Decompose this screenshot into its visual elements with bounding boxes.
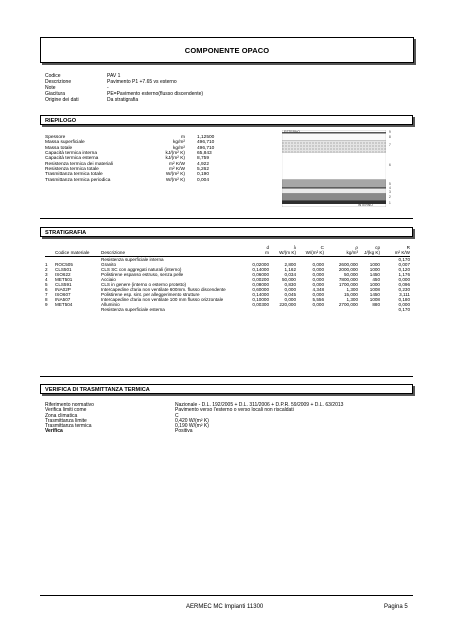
conductivity-cell: 2,800 — [284, 262, 296, 268]
thickness-cell: 0,14000 — [252, 267, 269, 273]
verifica-value: C — [175, 412, 179, 419]
layer-number-cell: 8 — [45, 297, 48, 303]
col-header-desc: Descrizione — [101, 250, 125, 256]
info-row — [45, 97, 203, 103]
summary-label: Massa totale — [45, 145, 73, 151]
specific-heat-cell: 1008 — [369, 297, 380, 303]
conductance-cell — [296, 307, 324, 312]
description-cell: Polistirene esp. sint. per alleggerimento strutture — [101, 292, 200, 298]
material-code-cell: ISO622 — [55, 272, 71, 278]
summary-value: 5,262 — [197, 167, 210, 173]
layer-number-cell: 3 — [45, 272, 48, 278]
resistance-cell: 0,007 — [398, 262, 410, 268]
specific-heat-cell: 1000 — [369, 262, 380, 268]
verifica-result: Positiva — [175, 428, 193, 435]
conductivity-cell: 220,000 — [279, 302, 296, 308]
layer-cls-generic — [282, 180, 386, 188]
section-divider — [40, 376, 413, 377]
material-code-cell: CLS591 — [55, 282, 72, 288]
thickness-cell: 0,60000 — [252, 287, 269, 293]
layer-number-cell: 7 — [45, 292, 48, 298]
info-value: PAV 1 — [107, 73, 121, 79]
page-title: COMPONENTE OPACO — [40, 37, 414, 63]
layer-number: 5 — [389, 182, 391, 186]
verifica-key: Trasmittanza limite — [45, 417, 87, 424]
verifica-value: Nazionale - D.L. 192/2005 + D.L. 311/2006 + D.P.R. 59/2009 + D.L. 63/2013 — [175, 402, 344, 408]
conductance-cell: 0,000 — [312, 292, 324, 298]
resistance-cell: 0,170 — [398, 307, 410, 313]
conductance-cell: 0,000 — [312, 277, 324, 283]
col-symbol: C — [320, 245, 324, 250]
col-unit: W/(m² K) — [305, 250, 324, 256]
diagram-label-bottom: INTERNO — [358, 203, 373, 207]
summary-unit: W/(m² K) — [165, 177, 185, 183]
summary-unit: m² K/W — [169, 167, 185, 173]
specific-heat-cell: 1450 — [369, 272, 380, 278]
summary-value: 65,843 — [197, 151, 212, 157]
density-cell: 2600,000 — [338, 262, 358, 268]
thickness-cell: 0,06000 — [252, 272, 269, 278]
description-cell: Acciaio — [101, 277, 116, 283]
verifica-key: Verifica limiti come — [45, 407, 87, 414]
conductivity-cell: 0,045 — [284, 292, 296, 298]
summary-label: Spessore — [45, 135, 66, 140]
material-code-cell — [55, 307, 101, 312]
specific-heat-cell: 1450 — [369, 292, 380, 298]
conductivity-cell: 0,000 — [284, 297, 296, 303]
conductivity-cell: 0,830 — [284, 282, 296, 288]
density-cell: 1700,000 — [338, 282, 358, 288]
material-code-cell: ROC505 — [55, 262, 73, 268]
table-header-row — [45, 245, 410, 255]
verifica-key: Trasmittanza termica — [45, 423, 92, 430]
layer-number-cell: 4 — [45, 277, 48, 283]
layer-air-gap-100 — [282, 134, 386, 141]
info-key: Giacitura — [45, 91, 66, 98]
density-cell: 50,000 — [343, 272, 358, 278]
summary-value: 0,190 — [197, 172, 210, 178]
summary-row — [45, 178, 237, 183]
description-cell: Polistirene espanso estruso, senza pelle — [101, 272, 184, 278]
conductance-cell: 0,000 — [312, 272, 324, 278]
col-header-lambda — [269, 245, 296, 255]
material-code-cell: CLS501 — [55, 267, 72, 273]
description-cell: Resistenza superficiale interna — [101, 257, 164, 263]
specific-heat-cell: 1000 — [369, 267, 380, 273]
info-value: Pavimento P1 +7.65 vs esterno — [107, 79, 177, 86]
stratigrafia-table — [45, 245, 410, 312]
conductivity-cell: 0,000 — [284, 287, 296, 293]
col-unit: J/(kg K) — [364, 250, 380, 256]
component-info — [45, 73, 203, 103]
material-code-cell: MET504 — [55, 302, 73, 308]
density-cell: 1,300 — [346, 287, 358, 293]
verifica-key: Verifica — [45, 428, 63, 435]
info-value: PE=Pavimento esterno(flusso discendente) — [107, 91, 204, 98]
layer-number-cell: 5 — [45, 282, 48, 288]
conductance-cell: 0,000 — [312, 267, 324, 273]
resistance-cell: 0,000 — [398, 302, 410, 308]
stratigrafia-heading: STRATIGRAFIA — [40, 227, 413, 237]
layer-number-cell: 9 — [45, 302, 48, 308]
section-divider — [40, 218, 413, 219]
resistance-cell: 0,120 — [398, 267, 410, 273]
layer-number: 1 — [389, 201, 391, 205]
summary-unit: m — [181, 135, 185, 140]
conductivity-cell: 0,034 — [284, 272, 296, 278]
summary-unit: kJ/(m² K) — [165, 151, 185, 157]
summary-value: 496,710 — [197, 140, 215, 146]
layer-number-cell: 1 — [45, 262, 48, 268]
summary-label: Trasmittanza termica periodica — [45, 177, 111, 183]
footer-software: AERMEC MC Impianti 11300 — [186, 604, 264, 610]
resistance-cell: 0,096 — [398, 282, 410, 288]
resistance-cell: 0,230 — [398, 287, 410, 293]
specific-heat-cell: 450 — [372, 277, 380, 283]
verifica-value: Pavimento verso l'esterno o verso locali non riscaldati — [175, 407, 294, 414]
thickness-cell: 0,08000 — [252, 282, 269, 288]
thickness-cell: 0,00200 — [252, 277, 269, 283]
verifica-row — [45, 429, 343, 434]
summary-label: Massa superficiale — [45, 140, 85, 146]
col-header-c — [296, 245, 324, 255]
col-symbol: ρ — [355, 245, 358, 250]
summary-label: Capacità termica esterna — [45, 156, 99, 162]
description-cell: Resistenza superficiale esterna — [101, 307, 165, 313]
diagram-layer-numbers — [388, 130, 400, 207]
summary-value: 496,710 — [197, 145, 215, 151]
resistance-cell: 3,111 — [399, 292, 410, 298]
conductance-cell: 0,000 — [312, 262, 324, 268]
resistance-cell: 1,176 — [398, 272, 410, 278]
resistance-cell: 0,170 — [398, 257, 410, 263]
material-code-cell: INA02P — [55, 287, 71, 293]
description-cell: Intercapedine d'aria non ventilate 100 mm flusso orizzontale — [101, 297, 224, 303]
layer-eps-lightening — [282, 141, 386, 153]
verifica-block — [45, 403, 343, 435]
verifica-heading: VERIFICA DI TRASMITTANZA TERMICA — [40, 384, 413, 394]
summary-unit: kJ/(m² K) — [165, 156, 185, 162]
specific-heat-cell: 1008 — [369, 287, 380, 293]
info-value: - — [107, 85, 109, 92]
col-header-cp — [358, 245, 380, 255]
layer-cls-aggregates — [282, 194, 386, 201]
layer-air-gap-600 — [282, 153, 386, 180]
summary-label: Trasmittanza termica totale — [45, 172, 103, 178]
footer-page-number: Pagina 5 — [384, 604, 408, 610]
thickness-cell: 0,02000 — [252, 262, 269, 268]
summary-unit: kg/m² — [173, 145, 185, 151]
col-unit: W/(m K) — [279, 250, 296, 256]
layer-number: 4 — [389, 186, 391, 190]
layer-number: 3 — [389, 190, 391, 194]
description-cell: Intercapedine d'aria non ventilate 600mm. flusso discendente — [101, 287, 226, 293]
conductance-cell: 0,000 — [312, 302, 324, 308]
specific-heat-cell: 1000 — [369, 282, 380, 288]
info-key: Codice — [45, 73, 61, 79]
riepilogo-heading: RIEPILOGO — [40, 115, 413, 125]
col-symbol: R — [406, 245, 410, 250]
thickness-cell: 0,14000 — [252, 292, 269, 298]
layer-number: 8 — [389, 135, 391, 139]
conductance-cell: 4,348 — [312, 287, 324, 293]
footer-divider — [40, 595, 413, 596]
density-cell: 2000,000 — [338, 267, 358, 273]
stratigrafia-body — [45, 257, 410, 313]
summary-label: Capacità termica interna — [45, 151, 97, 157]
summary-unit: m² K/W — [169, 161, 185, 167]
specific-heat-cell — [358, 307, 380, 312]
layer-number: 6 — [389, 163, 391, 167]
layer-xps — [282, 189, 386, 194]
resistance-cell: 0,180 — [398, 297, 410, 303]
conductance-cell: 0,000 — [312, 282, 324, 288]
col-unit: m — [265, 250, 269, 256]
info-key: Origine dei dati — [45, 97, 79, 104]
thickness-cell — [241, 307, 269, 312]
summary-unit: W/(m² K) — [165, 172, 185, 178]
description-cell: Alluminio — [101, 302, 120, 308]
conductivity-cell: 1,162 — [284, 267, 296, 273]
conductivity-cell: 50,000 — [281, 277, 296, 283]
col-header-rho — [324, 245, 358, 255]
summary-unit: kg/m² — [173, 140, 185, 146]
summary-value: 1,12500 — [197, 135, 215, 140]
layer-number-cell: 6 — [45, 287, 48, 293]
summary-label: Resistenza termica totale — [45, 167, 99, 173]
summary-value: 0,004 — [197, 177, 210, 183]
layer-number-cell — [45, 307, 55, 312]
density-cell: 2700,000 — [338, 302, 358, 308]
col-symbol: d — [266, 245, 269, 250]
layer-number: 9 — [389, 130, 391, 134]
stratigraphy-diagram — [282, 130, 386, 207]
resistance-cell: 0,000 — [398, 277, 410, 283]
summary-value: 4,922 — [197, 161, 210, 167]
info-key: Descrizione — [45, 79, 72, 86]
riepilogo-table — [45, 135, 237, 183]
col-header-d — [241, 245, 269, 255]
col-symbol: cp — [375, 245, 380, 250]
description-cell: CLS SC con aggregati naturali (interno) — [101, 267, 182, 273]
col-symbol: λ — [293, 245, 296, 250]
info-key: Note — [45, 85, 56, 92]
verifica-value: 0,190 W/(m² K) — [175, 423, 209, 430]
col-unit: kg/m³ — [346, 250, 358, 256]
verifica-key: Zona climatica — [45, 412, 78, 419]
verifica-value: 0,420 W/(m² K) — [175, 417, 209, 424]
layer-number: 7 — [389, 143, 391, 147]
layer-number-cell: 2 — [45, 267, 48, 273]
density-cell: 1,300 — [346, 297, 358, 303]
description-cell: Granito — [101, 262, 117, 268]
specific-heat-cell: 880 — [372, 302, 380, 308]
density-cell: 7800,000 — [338, 277, 358, 283]
conductivity-cell — [269, 307, 296, 312]
col-header-code: Codice materiale — [55, 250, 90, 256]
thickness-cell: 0,00300 — [252, 302, 269, 308]
description-cell: CLS in genere (interno o esterno protetto) — [101, 282, 187, 288]
material-code-cell: INA507 — [55, 297, 71, 303]
table-row — [45, 307, 410, 312]
info-value: Da stratigrafia — [107, 97, 139, 104]
material-code-cell: MET501 — [55, 277, 73, 283]
summary-label: Resistenza termica dei materiali — [45, 161, 113, 167]
diagram-label-top: ESTERNO — [284, 130, 300, 134]
layer-number: 2 — [389, 195, 391, 199]
verifica-key: Riferimento normativo — [45, 402, 94, 408]
density-cell — [324, 307, 358, 312]
col-unit: m² K/W — [394, 250, 410, 256]
conductance-cell: 5,556 — [312, 297, 324, 303]
summary-value: 8,759 — [197, 156, 210, 162]
col-header-r — [380, 245, 410, 255]
density-cell: 15,000 — [343, 292, 358, 298]
thickness-cell: 0,10000 — [252, 297, 269, 303]
material-code-cell: ISO607 — [55, 292, 71, 298]
